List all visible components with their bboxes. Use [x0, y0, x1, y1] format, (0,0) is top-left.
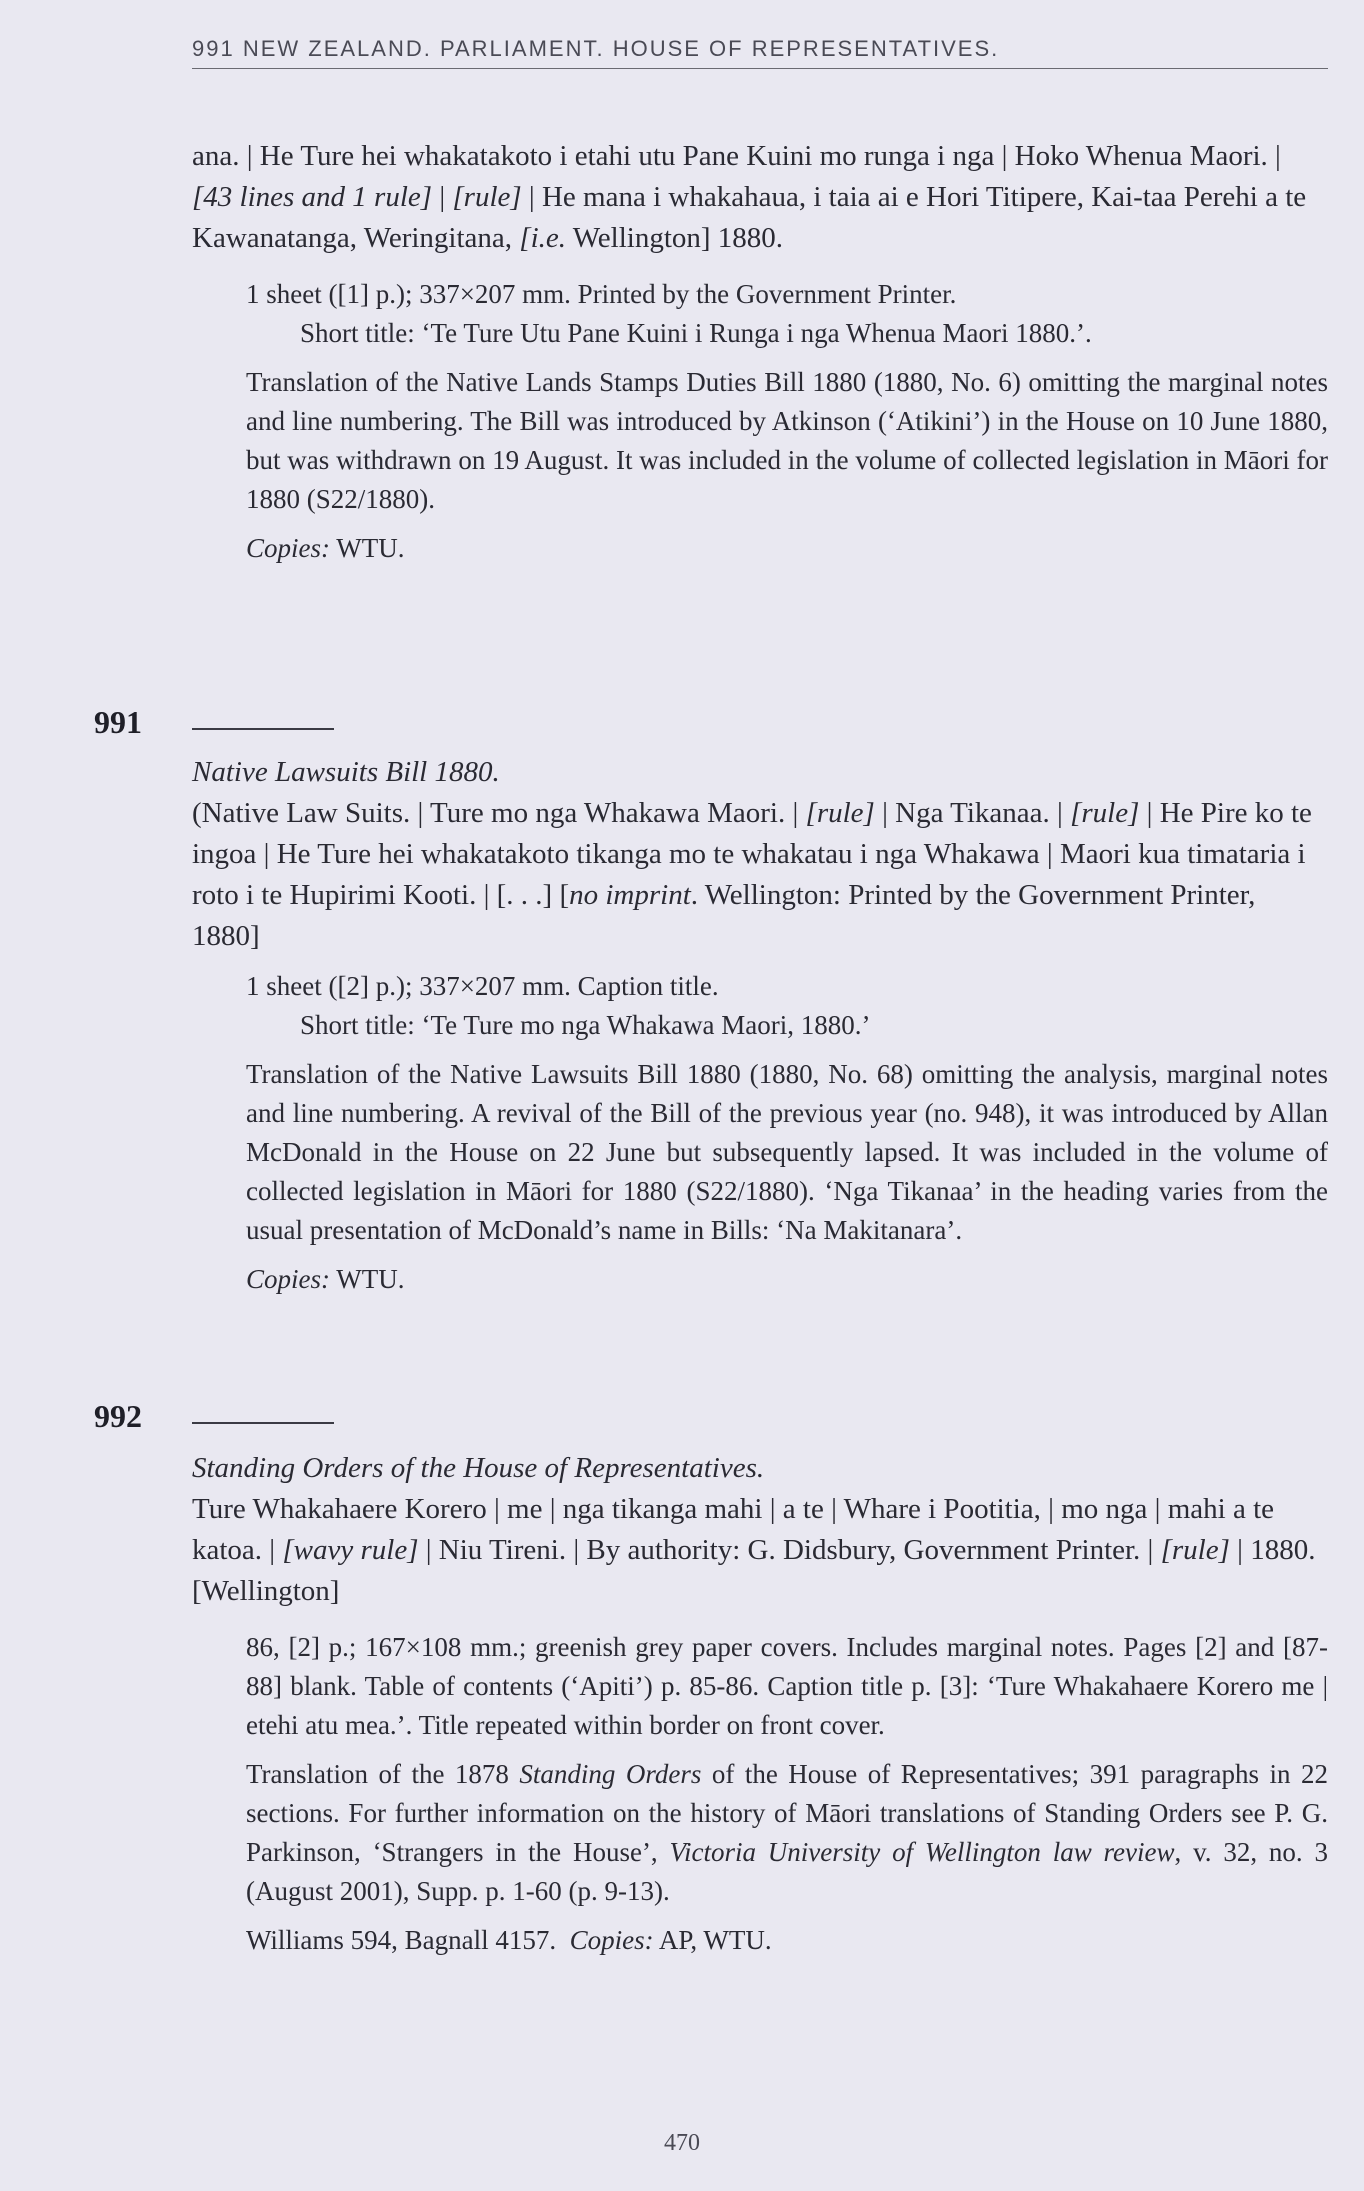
- entry-990-description: [246, 275, 1328, 353]
- entry-990-physical: 1 sheet ([1] p.); 337×207 mm. Printed by the Government Printer.: [246, 279, 957, 309]
- entry-990-short-title: Short title: ‘Te Ture Utu Pane Kuini i Runga i nga Whenua Maori 1880.’.: [300, 318, 1092, 348]
- entry-990-transcription: ana. | He Ture hei whakatakoto i etahi utu Pane Kuini mo runga i nga | Hoko Whenua Maori. | [43 lines and 1 rule] | [rule] | He mana i whakahaua, i taia ai e Hori Titipere, Kai-taa Perehi a te Kawanatanga, Weringitana, [i.e. Wellington] 1880.: [192, 140, 1307, 254]
- entry-992-references: Williams 594, Bagnall 4157. Copies: AP, WTU.: [246, 1925, 772, 1955]
- entry-992-transcription: Ture Whakahaere Korero | me | nga tikanga mahi | a te | Whare i Pootitia, | mo nga | mahi a te katoa. | [wavy rule] | Niu Tireni. | By authority: G. Didsbury, Government Printer. | [rule] | 1880. [Wellington]: [192, 1493, 1316, 1607]
- entry-991-transcription: (Native Law Suits. | Ture mo nga Whakawa Maori. | [rule] | Nga Tikanaa. | [rule] | He Pire ko te ingoa | He Ture hei whakatakoto tikanga mo te whakatau i nga Whakawa | Maori kua timataria i roto i te Hupirimi Kooti. | [. . .] [no imprint. Wellington: Printed by the Government Printer, 1880]: [192, 797, 1312, 952]
- entry-991-short-title: Short title: ‘Te Ture mo nga Whakawa Maori, 1880.’: [300, 1010, 871, 1040]
- entry-991-title: Native Lawsuits Bill 1880.: [192, 756, 500, 788]
- entry-991-description: [246, 967, 1328, 1045]
- entry-992-note: Translation of the 1878 Standing Orders of the House of Representatives; 391 paragraphs in 22 sections. For further information on the history of Māori translations of Standing Orders see P. G. Parkinson, ‘Strangers in the House’, Victoria University of Wellington law review, v. 32, no. 3 (August 2001), Supp. p. 1-60 (p. 9-13).: [246, 1759, 1328, 1906]
- entry-992-description: 86, [2] p.; 167×108 mm.; greenish grey paper covers. Includes marginal notes. Pages [2] and [87-88] blank. Table of contents (‘Apiti’) p. 85-86. Caption title p. [3]: ‘Ture Whakahaere Korero me | etehi atu mea.’. Title repeated within border on front cover.: [246, 1632, 1328, 1740]
- entry-992-rule: [192, 1422, 334, 1424]
- entry-991-copies: Copies: WTU.: [246, 1264, 405, 1294]
- entry-991: [192, 752, 1328, 1299]
- entry-990-note: Translation of the Native Lands Stamps Duties Bill 1880 (1880, No. 6) omitting the marginal notes and line numbering. The Bill was introduced by Atkinson (‘Atikini’) in the House on 10 June 1880, but was withdrawn on 19 August. It was included in the volume of collected legislation in Māori for 1880 (S22/1880).: [246, 367, 1328, 514]
- entry-991-physical: 1 sheet ([2] p.); 337×207 mm. Caption title.: [246, 971, 719, 1001]
- entry-992-number: 992: [94, 1398, 142, 1434]
- entry-991-note: Translation of the Native Lawsuits Bill 1880 (1880, No. 68) omitting the analysis, marginal notes and line numbering. A revival of the Bill of the previous year (no. 948), it was introduced by Allan McDonald in the House on 22 June but subsequently lapsed. It was included in the volume of collected legislation in Māori for 1880 (S22/1880). ‘Nga Tikanaa’ in the heading varies from the usual presentation of McDonald’s name in Bills: ‘Na Makitanara’.: [246, 1059, 1328, 1245]
- entry-990-copies: Copies: WTU.: [246, 533, 405, 563]
- running-head: 991 NEW ZEALAND. PARLIAMENT. HOUSE OF REPRESENTATIVES.: [192, 36, 1328, 69]
- entry-992: [192, 1448, 1328, 1960]
- entry-991-number: 991: [94, 704, 142, 740]
- page-number: 470: [664, 2130, 700, 2156]
- entry-990: [192, 136, 1328, 568]
- entry-992-title: Standing Orders of the House of Representatives.: [192, 1452, 765, 1484]
- entry-991-rule: [192, 728, 334, 730]
